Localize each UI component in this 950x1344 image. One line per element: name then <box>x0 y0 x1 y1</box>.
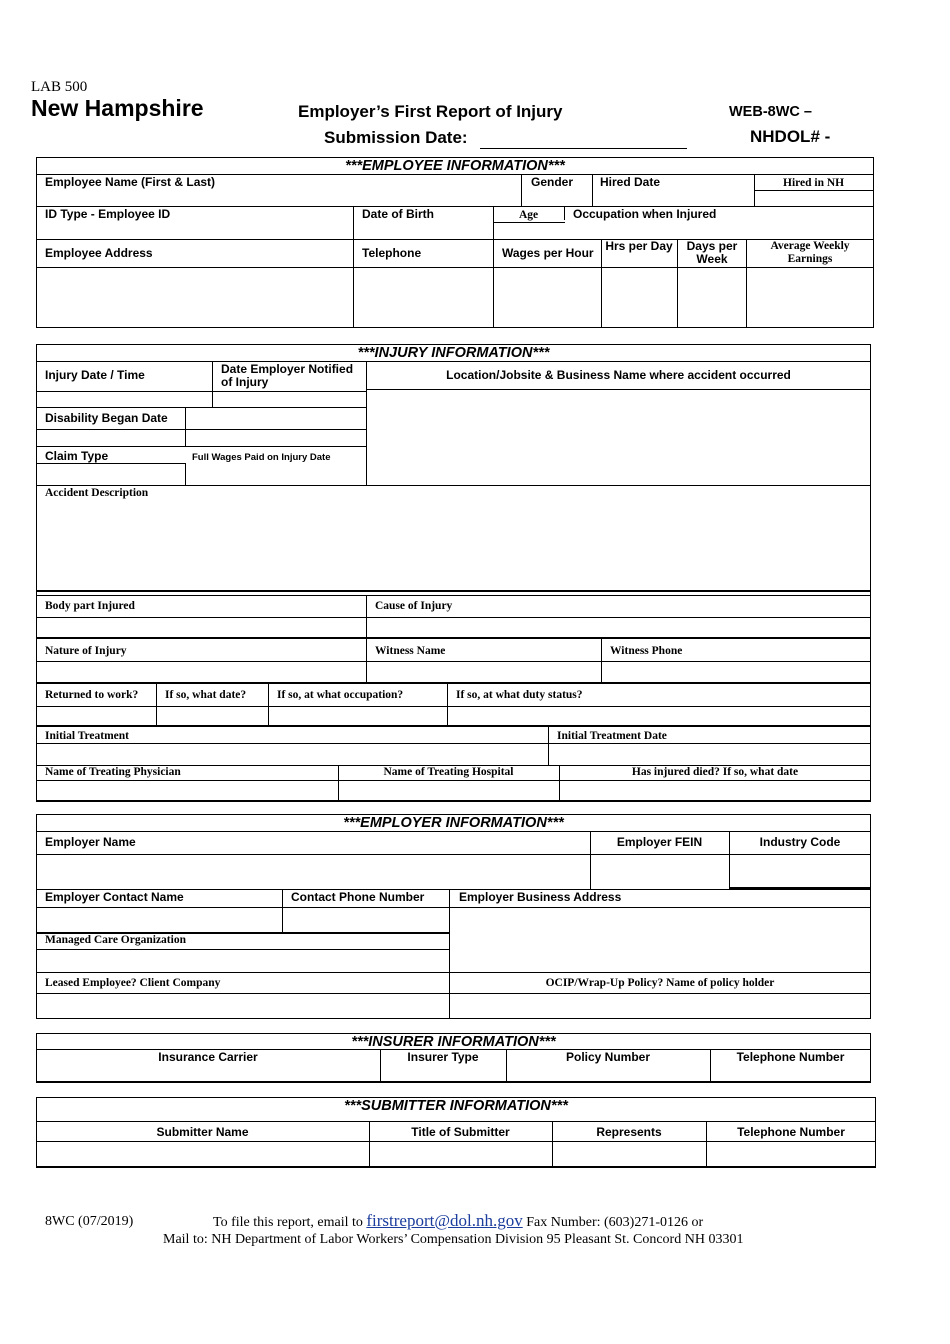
employer-name-label: Employer Name <box>45 835 136 849</box>
cause-label: Cause of Injury <box>375 600 453 612</box>
return-occupation-label: If so, at what occupation? <box>277 689 404 701</box>
telephone-label: Telephone <box>362 246 422 260</box>
state-title: New Hampshire <box>31 95 204 121</box>
submission-date-field[interactable] <box>480 148 687 149</box>
employer-section-title: ***EMPLOYER INFORMATION*** <box>343 815 564 831</box>
employee-section-title: ***EMPLOYEE INFORMATION*** <box>345 158 565 174</box>
represents-label: Represents <box>596 1125 662 1139</box>
submitter-name-label: Submitter Name <box>156 1125 249 1139</box>
email-link[interactable]: firstreport@dol.nh.gov <box>366 1211 523 1230</box>
industry-code-label: Industry Code <box>759 835 841 849</box>
witness-phone-label: Witness Phone <box>610 645 683 657</box>
submitter-title-label: Title of Submitter <box>411 1125 510 1139</box>
submission-date-label: Submission Date: <box>324 128 468 147</box>
contact-name-label: Employer Contact Name <box>45 890 184 904</box>
injury-section-title: ***INJURY INFORMATION*** <box>357 345 550 361</box>
physician-label: Name of Treating Physician <box>45 766 181 778</box>
form-code: LAB 500 <box>31 79 88 95</box>
web-code: WEB-8WC – <box>729 104 812 120</box>
form-title: Employer’s First Report of Injury <box>298 102 563 121</box>
form-version: 8WC (07/2019) <box>45 1214 134 1229</box>
initial-treatment-date-label: Initial Treatment Date <box>557 730 667 742</box>
accident-description-label: Accident Description <box>45 487 149 499</box>
disability-label: Disability Began Date <box>45 411 168 425</box>
hired-date-label: Hired Date <box>600 175 661 189</box>
policy-number-label: Policy Number <box>565 1050 651 1064</box>
employee-address-label: Employee Address <box>45 246 153 260</box>
hrs-per-day-label: Hrs per Day <box>605 239 673 253</box>
submitter-section-title: ***SUBMITTER INFORMATION*** <box>344 1098 568 1114</box>
initial-treatment-label: Initial Treatment <box>45 730 130 742</box>
fein-label: Employer FEIN <box>616 835 703 849</box>
contact-phone-label: Contact Phone Number <box>291 890 425 904</box>
file-text: To file this report, email to <box>213 1215 363 1230</box>
submitter-telephone-label: Telephone Number <box>737 1125 845 1139</box>
leased-label: Leased Employee? Client Company <box>45 977 221 989</box>
insurer-type-label: Insurer Type <box>407 1050 479 1064</box>
days-per-week-label: Days per Week <box>686 239 738 266</box>
dob-label: Date of Birth <box>362 207 434 221</box>
avg-weekly-label: Average Weekly Earnings <box>770 240 850 265</box>
nhdol-number: NHDOL# - <box>750 127 831 146</box>
ocip-label: OCIP/Wrap-Up Policy? Name of policy holder <box>545 977 775 989</box>
hired-in-nh-label: Hired in NH <box>783 177 845 189</box>
wages-label: Wages per Hour <box>502 246 594 260</box>
mail-address: Mail to: NH Department of Labor Workers’ Compensation Division 95 Pleasant St. Concord NH 03301 <box>163 1232 744 1247</box>
nature-label: Nature of Injury <box>45 645 127 657</box>
died-label: Has injured died? If so, what date <box>631 766 799 778</box>
fax-text: Fax Number: (603)271-0126 or <box>526 1215 704 1230</box>
full-wages-label: Full Wages Paid on Injury Date <box>192 452 331 463</box>
id-type-label: ID Type - Employee ID <box>45 207 171 221</box>
occupation-label: Occupation when Injured <box>573 207 717 221</box>
insurer-section-title: ***INSURER INFORMATION*** <box>351 1034 556 1050</box>
file-instructions <box>213 1211 703 1231</box>
hospital-label: Name of Treating Hospital <box>383 766 514 778</box>
gender-label: Gender <box>531 175 574 189</box>
insurance-carrier-label: Insurance Carrier <box>158 1050 258 1064</box>
insurer-telephone-label: Telephone Number <box>736 1050 845 1064</box>
age-label: Age <box>519 209 539 221</box>
claim-type-label: Claim Type <box>45 449 109 463</box>
location-label: Location/Jobsite & Business Name where accident occurred <box>446 368 791 382</box>
employee-name-label: Employee Name (First & Last) <box>45 175 216 189</box>
body-part-label: Body part Injured <box>45 600 135 612</box>
duty-status-label: If so, at what duty status? <box>456 689 583 701</box>
witness-name-label: Witness Name <box>375 645 446 657</box>
date-notified-label: Date Employer Notified of Injury <box>221 362 354 389</box>
business-address-label: Employer Business Address <box>459 890 622 904</box>
managed-care-label: Managed Care Organization <box>45 934 186 946</box>
injury-datetime-label: Injury Date / Time <box>45 368 145 382</box>
return-date-label: If so, what date? <box>165 689 247 701</box>
returned-label: Returned to work? <box>45 689 139 701</box>
